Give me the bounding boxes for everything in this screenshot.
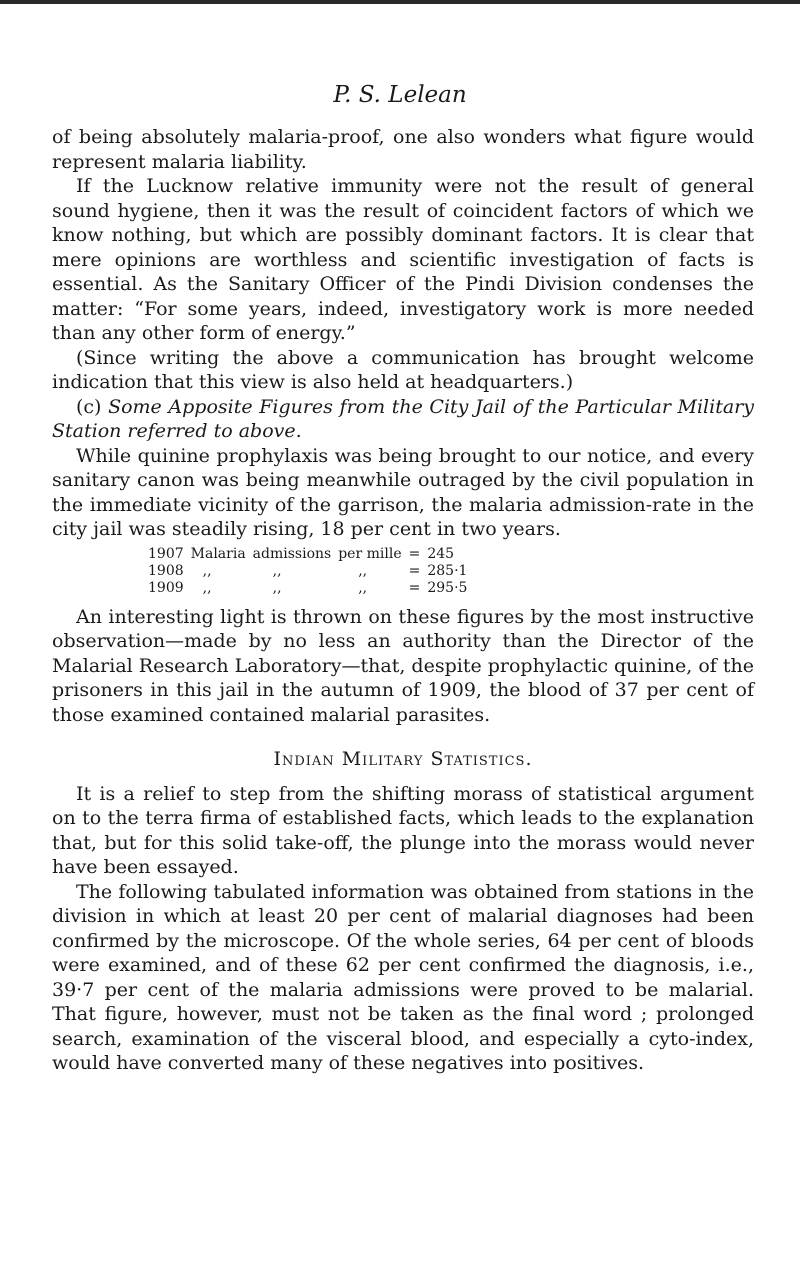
subheading-text: Some Apposite Figures from the City Jail of the Particular Military Station referred to above.: [52, 395, 754, 442]
table-row: [148, 580, 474, 597]
paragraph: The following tabulated information was obtained from stations in the division in which at least 20 per cent of malarial diagnoses had been confirmed by the microscope. Of the whole series, 64 per cent of bloods were examined, and of these 62 per cent confirmed the diagnosis, i.e., 39·7 per cent of the malaria admissions were proved to be malarial. That figure, however, must not be taken as the final word ; prolonged search, examination of the visceral blood, and especially a cyto-index, would have converted many of these negatives into positives.: [52, 880, 754, 1074]
table-cell-year: 1909: [148, 579, 184, 596]
paragraph: If the Lucknow relative immunity were not the result of general sound hygiene, then it was the result of coincident factors of which we know nothing, but which are possibly dominant factors. It is clear that mere opinions are worthless and scientific investigation of facts is essential. As the Sanitary Officer of the Pindi Division condenses the matter: “For some years, indeed, investigatory work is more needed than any other form of energy.”: [52, 175, 754, 344]
table-cell: ,,: [358, 562, 368, 579]
subheading: [52, 395, 754, 444]
running-header: P. S. Lelean: [333, 82, 467, 108]
paragraph: While quinine prophylaxis was being brought to our notice, and every sanitary canon was being meanwhile outraged by the civil population in the immediate vicinity of the garrison, the malaria admission-rate in the city jail was steadily rising, 18 per cent in two years.: [52, 444, 754, 540]
table-row: [148, 563, 474, 580]
table-cell: ,,: [272, 579, 282, 596]
table-cell-year: 1908: [148, 562, 184, 579]
table-cell: per mille: [338, 545, 402, 562]
table-cell-year: 1907: [148, 545, 184, 562]
paragraph: of being absolutely malaria-proof, one also wonders what figure would represent malaria liability.: [52, 126, 754, 173]
table-cell: =: [408, 545, 421, 562]
paragraph: (Since writing the above a communication has brought welcome indication that this view is also held at headquarters.): [52, 346, 754, 393]
top-rule: [0, 0, 800, 4]
table-cell-value: 285·1: [427, 562, 468, 579]
table-cell-value: 245: [427, 545, 455, 562]
subheading-label: (c): [76, 395, 102, 418]
table-row: [148, 546, 474, 563]
malaria-admissions-table: [148, 546, 474, 597]
table-cell: Malaria: [190, 545, 246, 562]
table-cell: =: [408, 562, 421, 579]
table-cell: ,,: [272, 562, 282, 579]
page-body: [52, 125, 754, 1076]
table-cell: ,,: [202, 579, 212, 596]
table-cell: admissions: [252, 545, 332, 562]
table-cell: ,,: [358, 579, 368, 596]
table-cell-value: 295·5: [427, 579, 468, 596]
paragraph: An interesting light is thrown on these figures by the most instructive observation—made by no less an authority than the Director of the Malarial Research Laboratory—that, despite prophylactic quinine, of the prisoners in this jail in the autumn of 1909, the blood of 37 per cent of those examined contained malarial parasites.: [52, 605, 754, 726]
table-cell: =: [408, 579, 421, 596]
table-cell: ,,: [202, 562, 212, 579]
section-heading: Indian Military Statistics.: [273, 748, 533, 770]
paragraph: It is a relief to step from the shifting morass of statistical argument on to the terra firma of established facts, which leads to the explanation that, but for this solid take-off, the plunge into the morass would never have been essayed.: [52, 782, 754, 878]
